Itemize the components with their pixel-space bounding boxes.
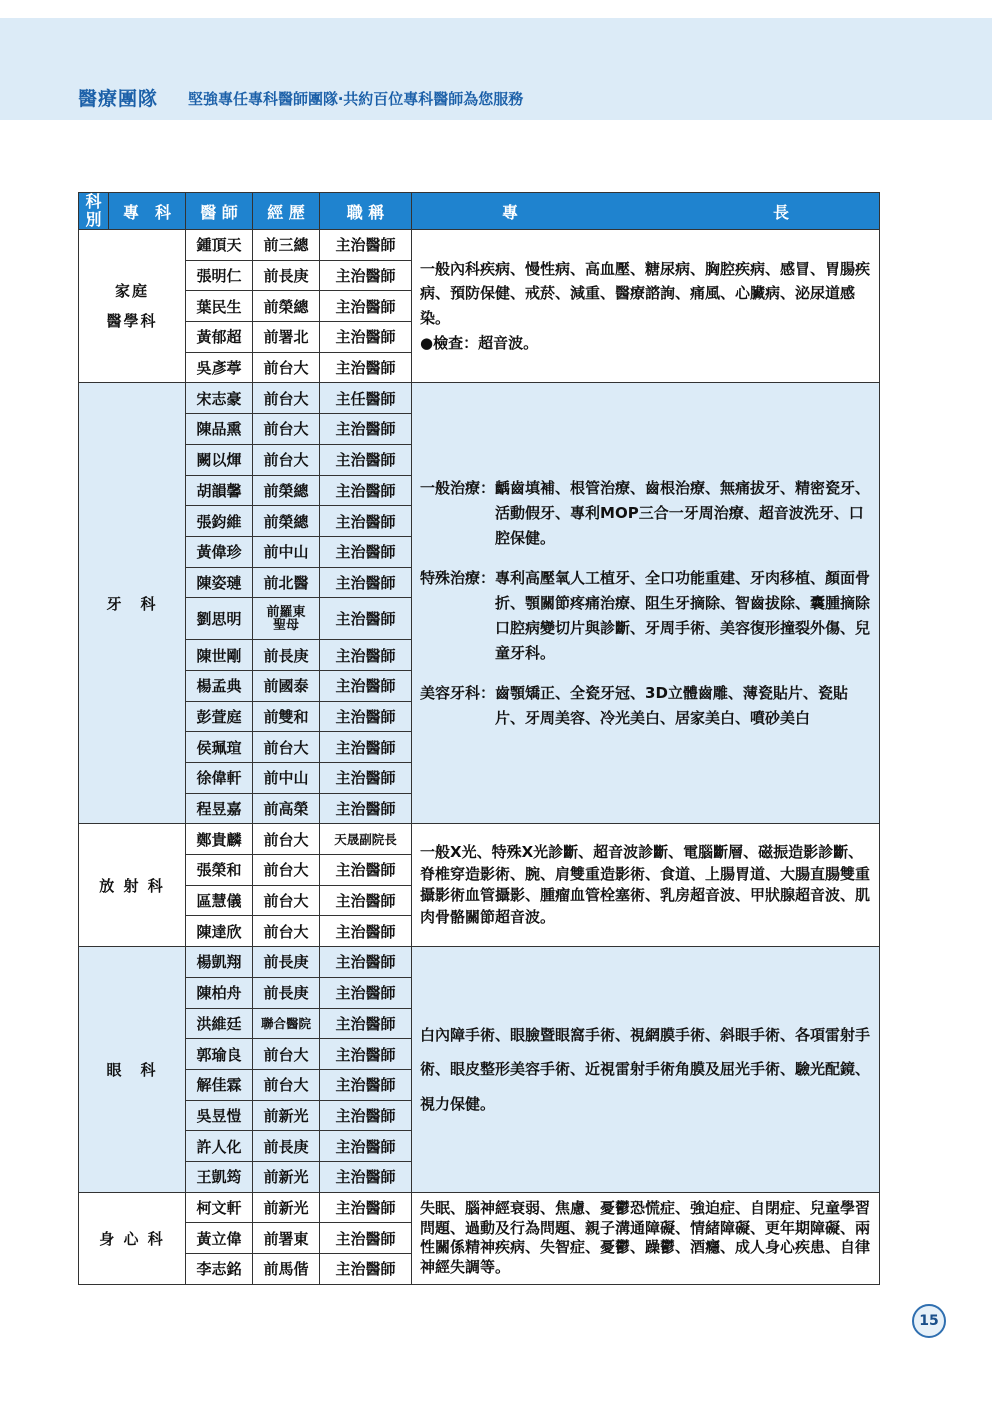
doctor-title: 主治醫師 [320, 598, 412, 640]
doctor-name: 陳世剛 [186, 640, 253, 671]
doctor-title: 主治醫師 [320, 916, 412, 947]
dept-dental: 牙 科 [79, 383, 186, 824]
doctor-experience: 前台大 [253, 1069, 320, 1100]
specialty-header: 專 科 [109, 193, 186, 230]
expertise-psychiatry: 失眠、腦神經衰弱、焦慮、憂鬱恐慌症、強迫症、自閉症、兒童學習問題、過動及行為問題、親子溝通障礙、情緒障礙、更年期障礙、兩性關係精神疾病、失智症、憂鬱、躁鬱、酒癮、成人身心疾患、自律神經失調等。 [412, 1192, 880, 1284]
table-row [79, 824, 880, 855]
doctor-title: 主治醫師 [320, 291, 412, 322]
doctor-title: 主治醫師 [320, 1192, 412, 1223]
doctor-experience: 前長庚 [253, 260, 320, 291]
doctor-title: 主治醫師 [320, 1254, 412, 1285]
category-header: 科 別 [79, 193, 109, 230]
doctor-title: 主治醫師 [320, 322, 412, 353]
section-title: 醫療團隊 [78, 88, 159, 110]
doctor-title: 主治醫師 [320, 1100, 412, 1131]
doctor-name: 張明仁 [186, 260, 253, 291]
doctor-name: 陳達欣 [186, 916, 253, 947]
doctor-experience: 前北醫 [253, 567, 320, 598]
doctor-title: 主治醫師 [320, 1161, 412, 1192]
doctor-title: 主治醫師 [320, 885, 412, 916]
doctor-experience: 前羅東 聖母 [253, 598, 320, 640]
doctor-name: 楊凱翔 [186, 947, 253, 978]
doctor-name: 張鈞維 [186, 506, 253, 537]
doctor-experience: 前馬偕 [253, 1254, 320, 1285]
doctor-name: 柯文軒 [186, 1192, 253, 1223]
doctor-title: 主治醫師 [320, 763, 412, 794]
doctor-name: 吳昱愷 [186, 1100, 253, 1131]
dept-ophthalmology: 眼 科 [79, 947, 186, 1193]
doctor-title: 主治醫師 [320, 506, 412, 537]
doctor-title: 主治醫師 [320, 444, 412, 475]
expertise-family-medicine: 一般內科疾病、慢性病、高血壓、糖尿病、胸腔疾病、感冒、胃腸疾病、預防保健、戒菸、減重、醫療諮詢、痛風、心臟病、泌尿道感染。 ●檢查：超音波。 [412, 230, 880, 383]
doctor-title: 主治醫師 [320, 855, 412, 886]
doctor-name: 李志銘 [186, 1254, 253, 1285]
doctor-experience: 前台大 [253, 855, 320, 886]
table-row [79, 1192, 880, 1223]
doctor-experience: 前榮總 [253, 506, 320, 537]
doctor-experience: 前台大 [253, 885, 320, 916]
doctor-experience: 前新光 [253, 1161, 320, 1192]
doctor-title: 主治醫師 [320, 1039, 412, 1070]
doctor-name: 程昱嘉 [186, 793, 253, 824]
title-header: 職 稱 [320, 193, 412, 230]
doctor-name: 宋志豪 [186, 383, 253, 414]
doctor-name: 陳柏舟 [186, 977, 253, 1008]
expertise-header: 專 長 [412, 193, 880, 230]
doctor-title: 主治醫師 [320, 947, 412, 978]
doctor-title: 主治醫師 [320, 1069, 412, 1100]
doctor-name: 闕以煇 [186, 444, 253, 475]
doctor-experience: 前台大 [253, 732, 320, 763]
doctor-title: 主任醫師 [320, 383, 412, 414]
doctor-experience: 前長庚 [253, 1131, 320, 1162]
experience-header: 經 歷 [253, 193, 320, 230]
doctor-name: 郭瑜良 [186, 1039, 253, 1070]
doctor-experience: 前榮總 [253, 475, 320, 506]
doctor-experience: 前新光 [253, 1192, 320, 1223]
doctor-name: 楊孟典 [186, 670, 253, 701]
expertise-dental: 一般治療： 齲齒填補、根管治療、齒根治療、無痛拔牙、精密瓷牙、活動假牙、專利MOP三合一牙周治療、超音波洗牙、口腔保健。 特殊治療： 專利高壓氧人工植牙、全口功能重建、牙肉移植、顏面骨折、顎關節疼痛治療、阻生牙摘除、智齒拔除、囊腫摘除口腔病變切片與診斷、牙周手術、美容復形撞裂外傷、兒童牙科。 美容牙科： 齒顎矯正、全瓷牙冠、3D立體齒雕、薄瓷貼片、瓷貼片、牙周美容、冷光美白、居家美白、噴砂美白 [412, 383, 880, 824]
doctor-experience: 前台大 [253, 916, 320, 947]
table-row [79, 947, 880, 978]
doctor-experience: 前雙和 [253, 701, 320, 732]
doctor-name: 徐偉軒 [186, 763, 253, 794]
dept-family-medicine: 家庭 醫學科 [79, 230, 186, 383]
doctor-title: 主治醫師 [320, 793, 412, 824]
doctor-name: 王凱筠 [186, 1161, 253, 1192]
doctor-title: 主治醫師 [320, 1008, 412, 1039]
expertise-radiology: 一般X光、特殊X光診斷、超音波診斷、電腦斷層、磁振造影診斷、脊椎穿造影術、腕、肩雙重造影術、食道、上腸胃道、大腸直腸雙重攝影術血管攝影、腫瘤血管栓塞術、乳房超音波、甲狀腺超音波、肌肉骨骼關節超音波。 [412, 824, 880, 947]
doctor-title: 主治醫師 [320, 977, 412, 1008]
doctor-experience: 前署北 [253, 322, 320, 353]
doctor-experience: 前高榮 [253, 793, 320, 824]
doctor-title: 主治醫師 [320, 1223, 412, 1254]
section-subtitle: 堅強專任專科醫師團隊‧共約百位專科醫師為您服務 [188, 90, 524, 108]
dept-psychiatry: 身 心 科 [79, 1192, 186, 1284]
doctor-title: 主治醫師 [320, 640, 412, 671]
doctor-experience: 前台大 [253, 414, 320, 445]
doctor-name: 葉民生 [186, 291, 253, 322]
doctor-name: 陳品熏 [186, 414, 253, 445]
doctor-name: 黃立偉 [186, 1223, 253, 1254]
doctor-title: 主治醫師 [320, 567, 412, 598]
doctor-name: 胡韻馨 [186, 475, 253, 506]
doctor-name: 吳彥葶 [186, 352, 253, 383]
doctor-name: 鍾頂天 [186, 230, 253, 261]
doctor-name: 張榮和 [186, 855, 253, 886]
doctor-experience: 前台大 [253, 352, 320, 383]
doctor-title: 主治醫師 [320, 260, 412, 291]
doctor-experience: 前台大 [253, 444, 320, 475]
doctor-title: 主治醫師 [320, 536, 412, 567]
page-number-badge: 15 [912, 1304, 946, 1338]
doctor-experience: 前國泰 [253, 670, 320, 701]
doctor-experience: 前中山 [253, 536, 320, 567]
table-row [79, 383, 880, 414]
doctor-name: 陳姿璉 [186, 567, 253, 598]
table-row [79, 230, 880, 261]
doctor-title: 天晟副院長 [320, 824, 412, 855]
expertise-ophthalmology: 白內障手術、眼臉暨眼窩手術、視網膜手術、斜眼手術、各項雷射手術、眼皮整形美容手術、近視雷射手術角膜及屈光手術、驗光配鏡、視力保健。 [412, 947, 880, 1193]
doctor-experience: 前台大 [253, 383, 320, 414]
doctor-title: 主治醫師 [320, 475, 412, 506]
doctor-name: 許人化 [186, 1131, 253, 1162]
doctor-name: 侯珮瑄 [186, 732, 253, 763]
doctor-header: 醫 師 [186, 193, 253, 230]
doctor-name: 洪維廷 [186, 1008, 253, 1039]
doctor-name: 鄭貴麟 [186, 824, 253, 855]
doctor-name: 黃郁超 [186, 322, 253, 353]
doctor-experience: 前長庚 [253, 947, 320, 978]
dept-radiology: 放 射 科 [79, 824, 186, 947]
doctor-title: 主治醫師 [320, 701, 412, 732]
doctor-experience: 前台大 [253, 824, 320, 855]
doctor-name: 彭萱庭 [186, 701, 253, 732]
doctor-experience: 前台大 [253, 1039, 320, 1070]
doctor-experience: 前署東 [253, 1223, 320, 1254]
table-header-row [79, 193, 880, 230]
doctor-title: 主治醫師 [320, 1131, 412, 1162]
doctor-experience: 聯合醫院 [253, 1008, 320, 1039]
doctor-name: 解佳霖 [186, 1069, 253, 1100]
doctor-title: 主治醫師 [320, 230, 412, 261]
doctor-name: 區慧儀 [186, 885, 253, 916]
doctor-experience: 前榮總 [253, 291, 320, 322]
doctor-experience: 前長庚 [253, 977, 320, 1008]
doctor-experience: 前中山 [253, 763, 320, 794]
doctor-name: 黃偉珍 [186, 536, 253, 567]
doctor-title: 主治醫師 [320, 670, 412, 701]
doctor-name: 劉思明 [186, 598, 253, 640]
doctor-experience: 前長庚 [253, 640, 320, 671]
doctor-experience: 前新光 [253, 1100, 320, 1131]
doctor-experience: 前三總 [253, 230, 320, 261]
doctor-roster-table [78, 192, 880, 1285]
doctor-title: 主治醫師 [320, 352, 412, 383]
doctor-title: 主治醫師 [320, 414, 412, 445]
doctor-title: 主治醫師 [320, 732, 412, 763]
